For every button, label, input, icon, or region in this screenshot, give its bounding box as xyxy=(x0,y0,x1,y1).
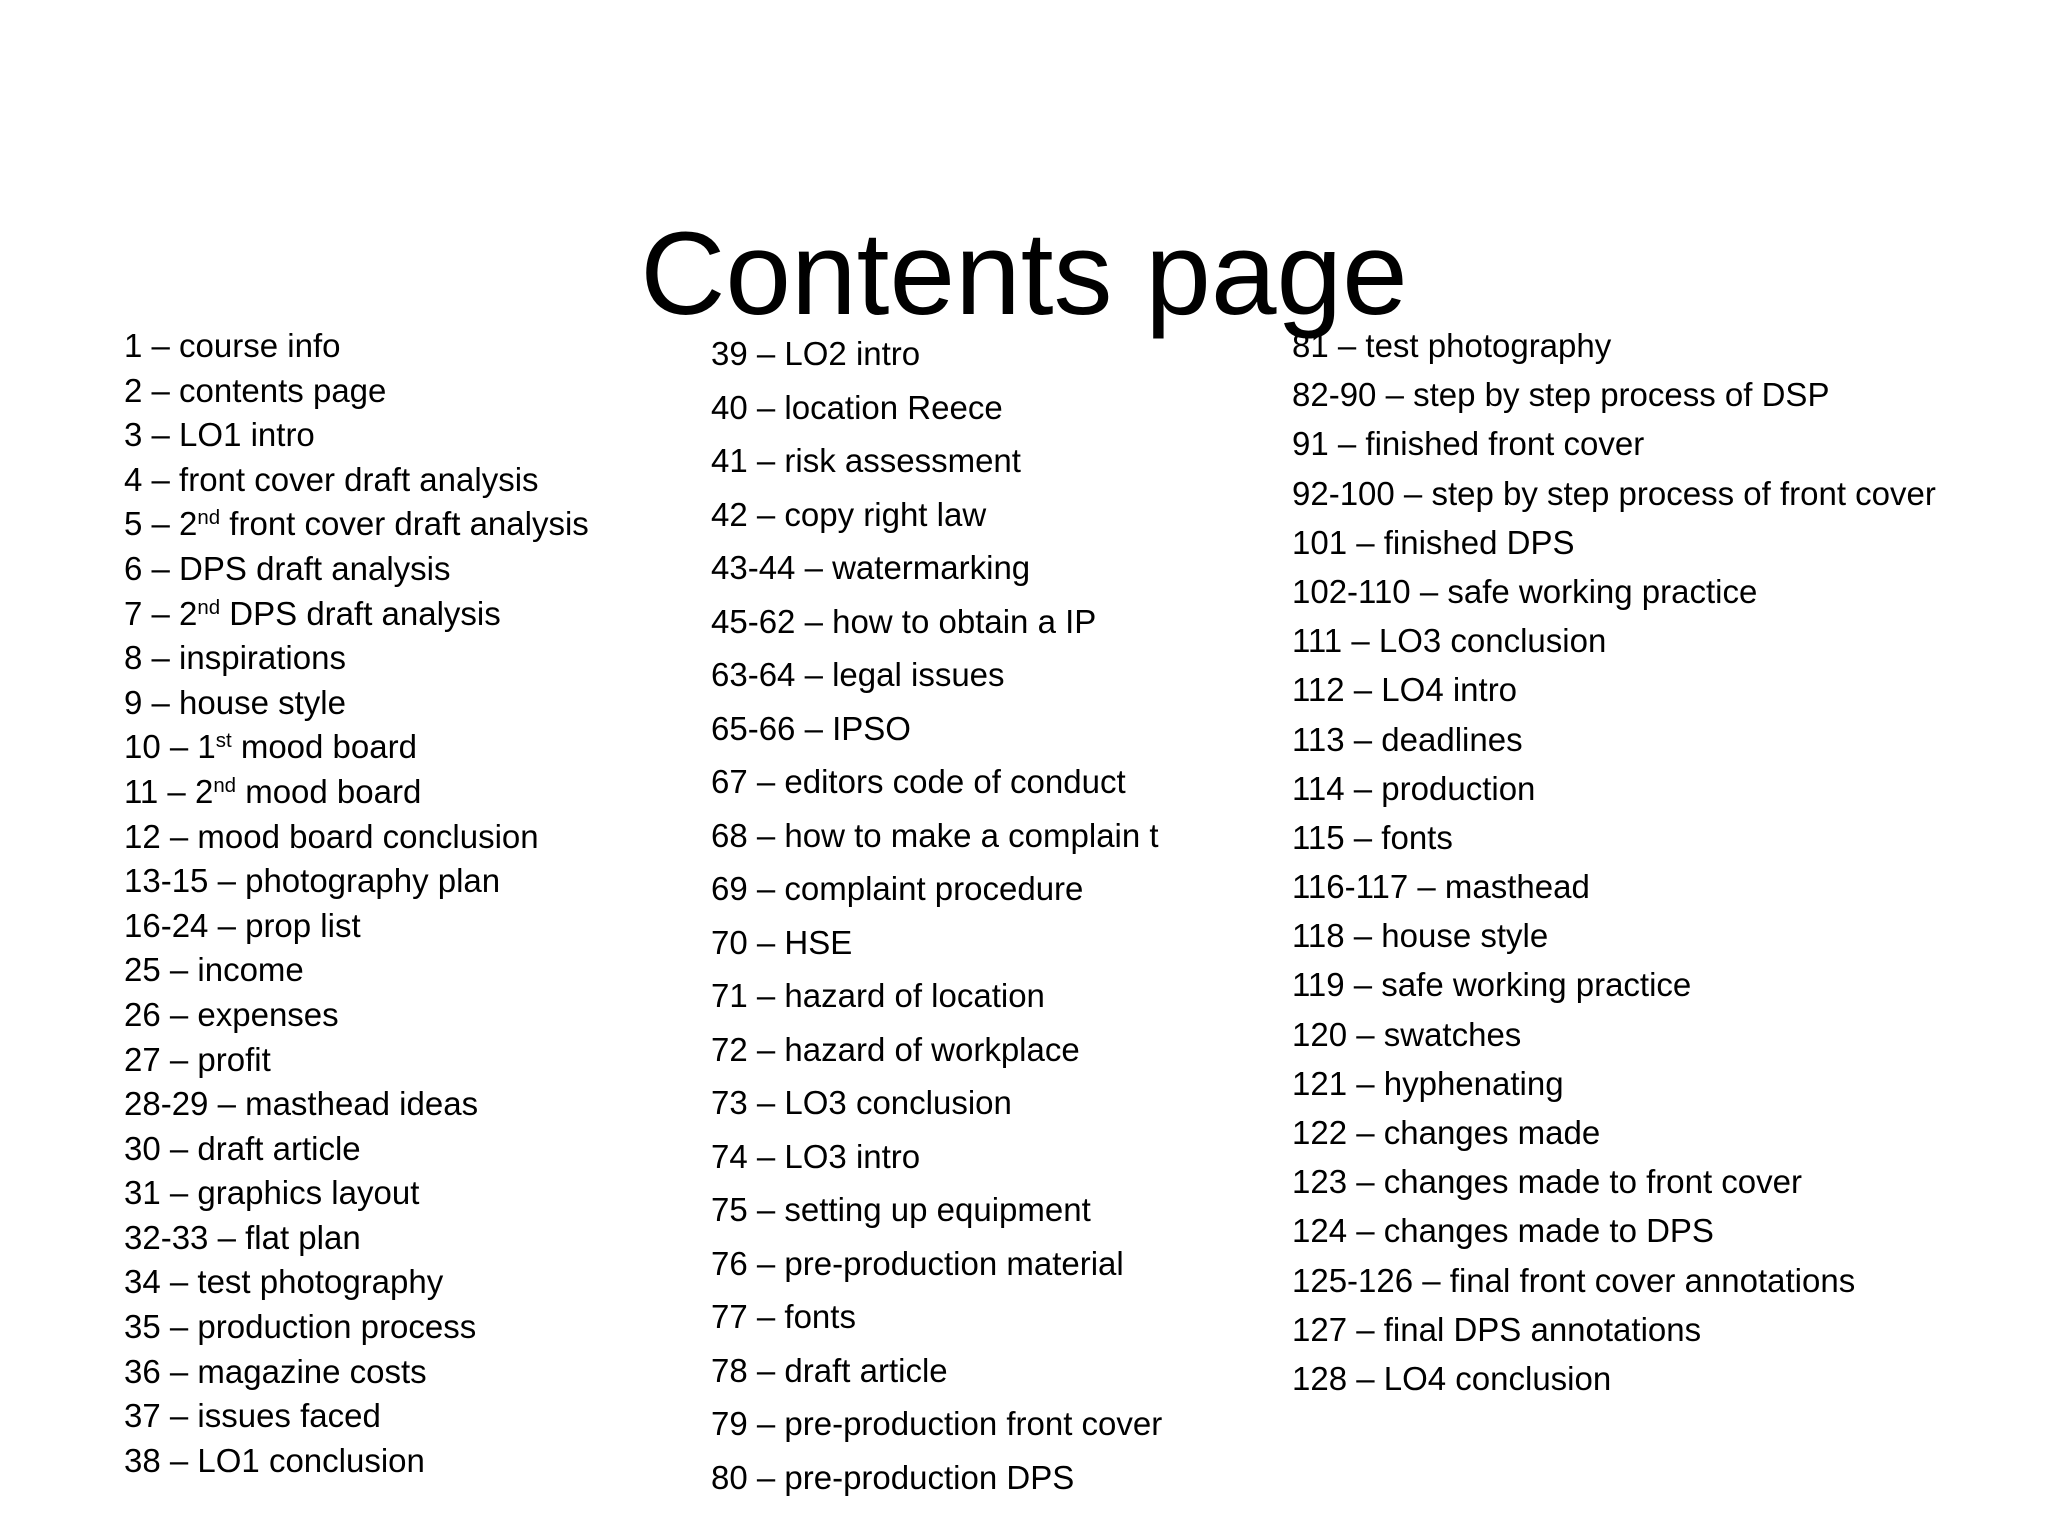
contents-entry xyxy=(124,1216,589,1261)
entry-text: 38 – LO1 conclusion xyxy=(124,1441,425,1479)
contents-entry xyxy=(124,458,589,503)
contents-entry xyxy=(711,702,1162,756)
entry-text: 42 – copy right law xyxy=(711,495,987,533)
contents-entry xyxy=(1292,1354,1936,1403)
contents-entry xyxy=(1292,419,1936,468)
entry-text: 127 – final DPS annotations xyxy=(1292,1310,1702,1348)
contents-entry xyxy=(711,1076,1162,1130)
contents-entry xyxy=(1292,1010,1936,1059)
entry-text: 34 – test photography xyxy=(124,1263,444,1301)
contents-entry xyxy=(711,381,1162,435)
contents-entry xyxy=(711,434,1162,488)
entry-text: 2 – contents page xyxy=(124,371,387,409)
entry-text: 72 – hazard of workplace xyxy=(711,1030,1080,1068)
contents-entry xyxy=(124,369,589,414)
entry-text: 68 – how to make a complain t xyxy=(711,816,1159,854)
entry-text: 43-44 – watermarking xyxy=(711,549,1031,586)
ordinal-suffix: nd xyxy=(197,506,221,530)
contents-column-2 xyxy=(711,327,1162,1504)
entry-text: 6 – DPS draft analysis xyxy=(124,549,451,587)
contents-column-1 xyxy=(124,324,589,1483)
entry-text: 39 – LO2 intro xyxy=(711,335,921,372)
contents-entry xyxy=(1292,469,1936,518)
entry-text: 11 – 2 xyxy=(124,772,214,810)
entry-text: 5 – 2 xyxy=(124,505,198,543)
entry-text: 28-29 – masthead ideas xyxy=(124,1085,479,1123)
entry-text: 27 – profit xyxy=(124,1040,271,1078)
entry-text: 77 – fonts xyxy=(711,1298,856,1335)
contents-entry xyxy=(124,1260,589,1305)
entry-text: 81 – test photography xyxy=(1292,327,1612,364)
entry-text: 80 – pre-production DPS xyxy=(711,1458,1075,1496)
entry-text: 112 – LO4 intro xyxy=(1292,671,1518,709)
contents-entry xyxy=(711,541,1162,595)
entry-text-rest: front cover draft analysis xyxy=(220,505,589,543)
contents-entry xyxy=(1292,813,1936,862)
contents-entry xyxy=(711,862,1162,916)
ordinal-suffix: nd xyxy=(213,773,237,797)
contents-entry xyxy=(711,916,1162,970)
entry-text: 3 – LO1 intro xyxy=(124,416,315,454)
entry-text-rest: mood board xyxy=(231,728,417,766)
contents-entry xyxy=(124,324,589,369)
contents-entry xyxy=(124,592,589,637)
contents-entry xyxy=(1292,911,1936,960)
entry-text: 128 – LO4 conclusion xyxy=(1292,1359,1612,1397)
contents-entry xyxy=(1292,1305,1936,1354)
contents-entry xyxy=(124,547,589,592)
entry-text: 65-66 – IPSO xyxy=(711,709,911,747)
contents-entry xyxy=(124,1082,589,1127)
contents-entry xyxy=(711,969,1162,1023)
entry-text: 31 – graphics layout xyxy=(124,1174,420,1212)
entry-text: 76 – pre-production material xyxy=(711,1244,1124,1282)
contents-entry xyxy=(1292,960,1936,1009)
contents-entry xyxy=(1292,1059,1936,1108)
entry-text: 122 – changes made xyxy=(1292,1114,1601,1151)
entry-text: 119 – safe working practice xyxy=(1292,966,1692,1004)
entry-text: 4 – front cover draft analysis xyxy=(124,460,539,498)
entry-text: 35 – production process xyxy=(124,1308,477,1346)
entry-text: 63-64 – legal issues xyxy=(711,656,1005,693)
entry-text: 7 – 2 xyxy=(124,594,198,632)
contents-entry xyxy=(711,1397,1162,1451)
contents-entry xyxy=(711,595,1162,649)
contents-entry xyxy=(1292,1108,1936,1157)
contents-entry xyxy=(1292,321,1936,370)
contents-entry xyxy=(711,755,1162,809)
entry-text: 70 – HSE xyxy=(711,923,853,961)
contents-entry xyxy=(124,770,589,815)
contents-entry xyxy=(711,648,1162,702)
contents-entry xyxy=(1292,1206,1936,1255)
contents-entry xyxy=(711,1237,1162,1291)
contents-entry xyxy=(124,1038,589,1083)
contents-entry xyxy=(124,815,589,860)
contents-entry xyxy=(1292,764,1936,813)
entry-text: 114 – production xyxy=(1292,769,1536,807)
entry-text: 10 – 1 xyxy=(124,728,216,766)
contents-column-3 xyxy=(1292,321,1936,1403)
entry-text: 37 – issues faced xyxy=(124,1397,381,1435)
entry-text: 26 – expenses xyxy=(124,995,339,1033)
contents-entry xyxy=(1292,1157,1936,1206)
contents-entry xyxy=(711,809,1162,863)
contents-entry xyxy=(124,1439,589,1484)
contents-entry xyxy=(124,502,589,547)
entry-text: 120 – swatches xyxy=(1292,1015,1522,1053)
contents-entry xyxy=(124,413,589,458)
contents-entry xyxy=(711,1451,1162,1505)
entry-text: 71 – hazard of location xyxy=(711,977,1045,1014)
entry-text: 36 – magazine costs xyxy=(124,1352,427,1390)
entry-text: 13-15 – photography plan xyxy=(124,862,501,900)
entry-text: 79 – pre-production front cover xyxy=(711,1405,1163,1442)
contents-entry xyxy=(1292,616,1936,665)
entry-text: 73 – LO3 conclusion xyxy=(711,1084,1012,1121)
entry-text: 124 – changes made to DPS xyxy=(1292,1212,1714,1250)
page-title: Contents page xyxy=(640,208,1408,341)
contents-entry xyxy=(124,859,589,904)
entry-text: 25 – income xyxy=(124,951,304,989)
contents-entry xyxy=(1292,715,1936,764)
entry-text: 30 – draft article xyxy=(124,1129,361,1167)
contents-entry xyxy=(711,1130,1162,1184)
entry-text: 69 – complaint procedure xyxy=(711,870,1084,907)
entry-text-rest: DPS draft analysis xyxy=(220,594,501,632)
contents-entry xyxy=(124,1171,589,1216)
entry-text: 12 – mood board conclusion xyxy=(124,817,539,855)
entry-text: 74 – LO3 intro xyxy=(711,1137,921,1175)
entry-text: 9 – house style xyxy=(124,683,346,721)
ordinal-suffix: nd xyxy=(197,595,221,619)
entry-text: 92-100 – step by step process of front cover xyxy=(1292,474,1936,512)
contents-entry xyxy=(124,1127,589,1172)
contents-entry xyxy=(1292,567,1936,616)
entry-text: 41 – risk assessment xyxy=(711,442,1021,479)
contents-entry xyxy=(711,327,1162,381)
entry-text: 78 – draft article xyxy=(711,1351,948,1389)
contents-entry xyxy=(1292,665,1936,714)
contents-entry xyxy=(1292,518,1936,567)
contents-entry xyxy=(124,636,589,681)
entry-text: 82-90 – step by step process of DSP xyxy=(1292,376,1830,414)
contents-entry xyxy=(711,1290,1162,1344)
contents-entry xyxy=(124,993,589,1038)
entry-text: 40 – location Reece xyxy=(711,388,1003,426)
entry-text: 1 – course info xyxy=(124,327,341,364)
entry-text: 102-110 – safe working practice xyxy=(1292,572,1758,610)
entry-text: 125-126 – final front cover annotations xyxy=(1292,1261,1856,1299)
contents-entry xyxy=(124,948,589,993)
contents-entry xyxy=(124,1305,589,1350)
ordinal-suffix: st xyxy=(215,729,232,753)
contents-entry xyxy=(124,725,589,770)
entry-text: 75 – setting up equipment xyxy=(711,1191,1091,1228)
contents-entry xyxy=(711,1023,1162,1077)
contents-entry xyxy=(711,1344,1162,1398)
entry-text: 115 – fonts xyxy=(1292,818,1453,856)
entry-text: 121 – hyphenating xyxy=(1292,1064,1564,1102)
entry-text: 111 – LO3 conclusion xyxy=(1292,622,1607,660)
entry-text: 101 – finished DPS xyxy=(1292,523,1575,561)
contents-entry xyxy=(124,1350,589,1395)
contents-entry xyxy=(711,488,1162,542)
entry-text: 32-33 – flat plan xyxy=(124,1218,361,1256)
entry-text: 113 – deadlines xyxy=(1292,720,1523,758)
contents-entry xyxy=(124,1394,589,1439)
entry-text: 16-24 – prop list xyxy=(124,906,361,944)
contents-entry xyxy=(711,1183,1162,1237)
entry-text: 116-117 – masthead xyxy=(1292,868,1590,906)
entry-text: 67 – editors code of conduct xyxy=(711,763,1126,800)
contents-entry xyxy=(124,681,589,726)
contents-entry xyxy=(1292,370,1936,419)
entry-text-rest: mood board xyxy=(236,772,422,810)
entry-text: 123 – changes made to front cover xyxy=(1292,1163,1802,1201)
entry-text: 45-62 – how to obtain a IP xyxy=(711,602,1097,640)
contents-entry xyxy=(124,904,589,949)
contents-entry xyxy=(1292,1256,1936,1305)
entry-text: 8 – inspirations xyxy=(124,639,346,677)
entry-text: 91 – finished front cover xyxy=(1292,425,1645,463)
contents-entry xyxy=(1292,862,1936,911)
entry-text: 118 – house style xyxy=(1292,917,1549,955)
